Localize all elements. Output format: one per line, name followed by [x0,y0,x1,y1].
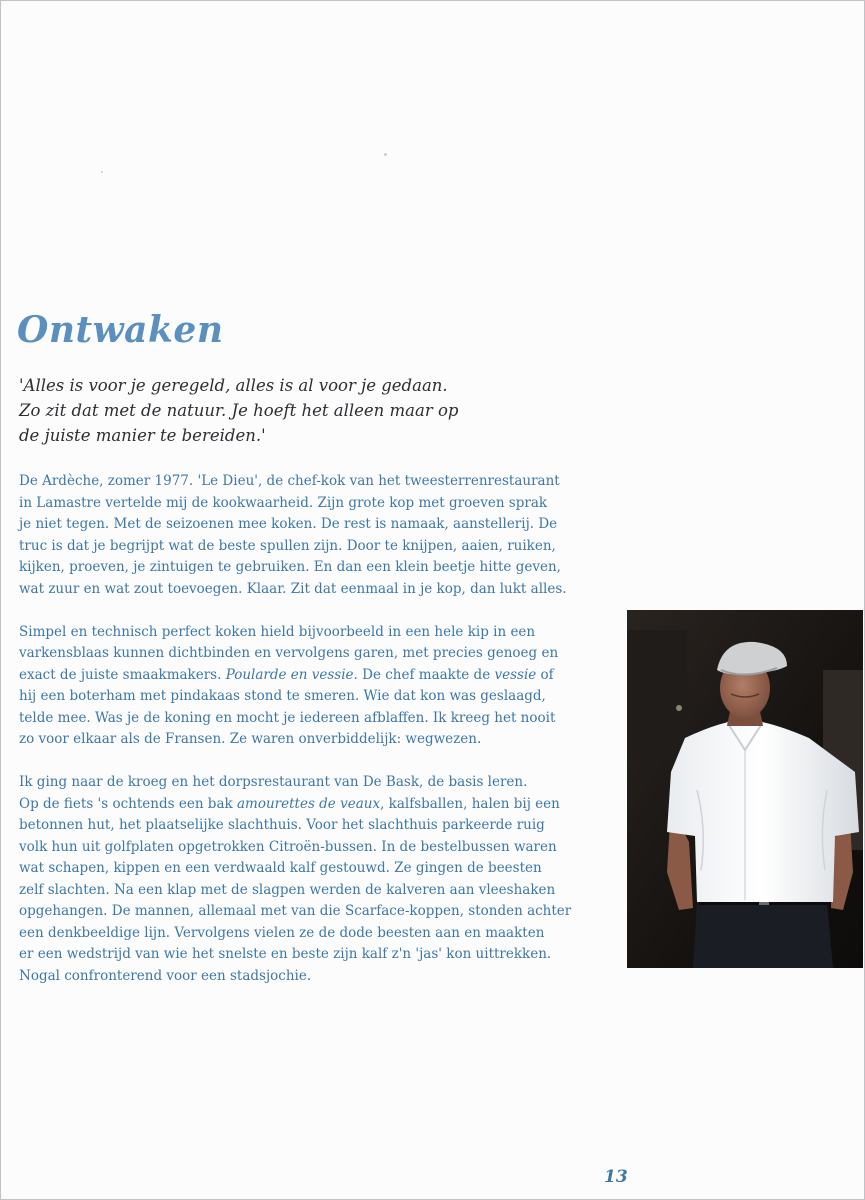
body-line [19,579,619,601]
body-line [19,471,619,493]
body-line [19,536,619,558]
body-line [19,858,619,880]
text-run: Op de fiets 's ochtends een bak [19,795,237,812]
text-run: exact de juiste smaakmakers. [19,666,226,683]
paper-speck [384,153,387,156]
text-run: , kalfsballen, halen bij een [380,795,560,812]
text-run: zo voor elkaar als de Fransen. Ze waren onverbiddelijk: wegwezen. [19,731,482,747]
body-line [19,880,619,902]
text-run: opgehangen. De mannen, allemaal met van die Scarface-koppen, stonden achter [19,903,572,919]
opening-quote [19,373,619,448]
body-line [19,923,619,945]
body-paragraph [19,772,619,987]
body-line [19,557,619,579]
text-run: wat zuur en wat zout toevoegen. Klaar. Zit dat eenmaal in je kop, dan lukt alles. [19,580,567,597]
body-line [19,729,619,751]
text-run: zelf slachten. Na een klap met de slagpen werden de kalveren aan vleeshaken [19,881,556,898]
body-line [19,966,619,988]
quote-line: de juiste manier te bereiden.' [19,426,266,445]
text-run: Ik ging naar de kroeg en het dorpsrestaurant van De Bask, de basis leren. [19,774,528,790]
text-run: Simpel en technisch perfect koken hield bijvoorbeeld in een hele kip in een [19,623,536,640]
text-run: hij een boterham met pindakaas stond te smeren. Wie dat kon was geslaagd, [19,688,546,704]
text-run: kijken, proeven, je zintuigen te gebruiken. En dan een klein beetje hitte geven, [19,559,561,575]
text-run: in Lamastre vertelde mij de kookwaarheid. Zijn grote kop met groeven sprak [19,494,548,511]
body-line [19,665,619,687]
quote-line: 'Alles is voor je geregeld, alles is al voor je gedaan. [19,376,448,395]
text-run: . De chef maakte de [353,666,495,683]
italic-phrase: Poularde en vessie [225,666,354,683]
text-run: of [536,666,554,683]
page-number: 13 [604,1167,628,1187]
body-text [19,471,619,1009]
body-line [19,944,619,966]
italic-phrase: vessie [494,666,537,683]
paper-speck [101,171,103,173]
body-line [19,815,619,837]
body-line [19,901,619,923]
quote-line: Zo zit dat met de natuur. Je hoeft het alleen maar op [19,401,459,420]
text-run: Nogal confronterend voor een stadsjochie. [19,967,312,984]
italic-phrase: amourettes de veaux [236,795,381,812]
body-line [19,772,619,794]
chef-portrait-image [627,610,863,968]
body-line [19,708,619,730]
body-line [19,686,619,708]
body-paragraph [19,622,619,751]
body-line [19,643,619,665]
text-run: truc is dat je begrijpt wat de beste spullen zijn. Door te knijpen, aaien, ruiken, [19,537,556,554]
chef-portrait-photo [627,610,863,968]
text-run: een denkbeeldige lijn. Vervolgens vielen ze de dode beesten aan en maakten [19,924,545,941]
text-run: wat schapen, kippen en een verdwaald kalf gestouwd. Ze gingen de beesten [19,860,542,876]
body-line [19,794,619,816]
text-run: De Ardèche, zomer 1977. 'Le Dieu', de chef-kok van het tweesterrenrestaurant [19,473,560,489]
body-line [19,493,619,515]
chapter-title: Ontwaken [17,309,224,351]
body-line [19,622,619,644]
text-run: er een wedstrijd van wie het snelste en beste zijn kalf z'n 'jas' kon uittrekken. [19,946,552,962]
body-line [19,837,619,859]
text-run: betonnen hut, het plaatselijke slachthuis. Voor het slachthuis parkeerde ruig [19,817,545,833]
body-line [19,514,619,536]
text-run: telde mee. Was je de koning en mocht je iedereen afblaffen. Ik kreeg het nooit [19,709,556,726]
text-run: je niet tegen. Met de seizoenen mee koken. De rest is namaak, aanstellerij. De [19,516,558,532]
text-run: volk hun uit golfplaten opgetrokken Citroën-bussen. In de bestelbussen waren [19,838,557,855]
body-paragraph [19,471,619,600]
text-run: varkensblaas kunnen dichtbinden en vervolgens garen, met precies genoeg en [19,645,559,661]
